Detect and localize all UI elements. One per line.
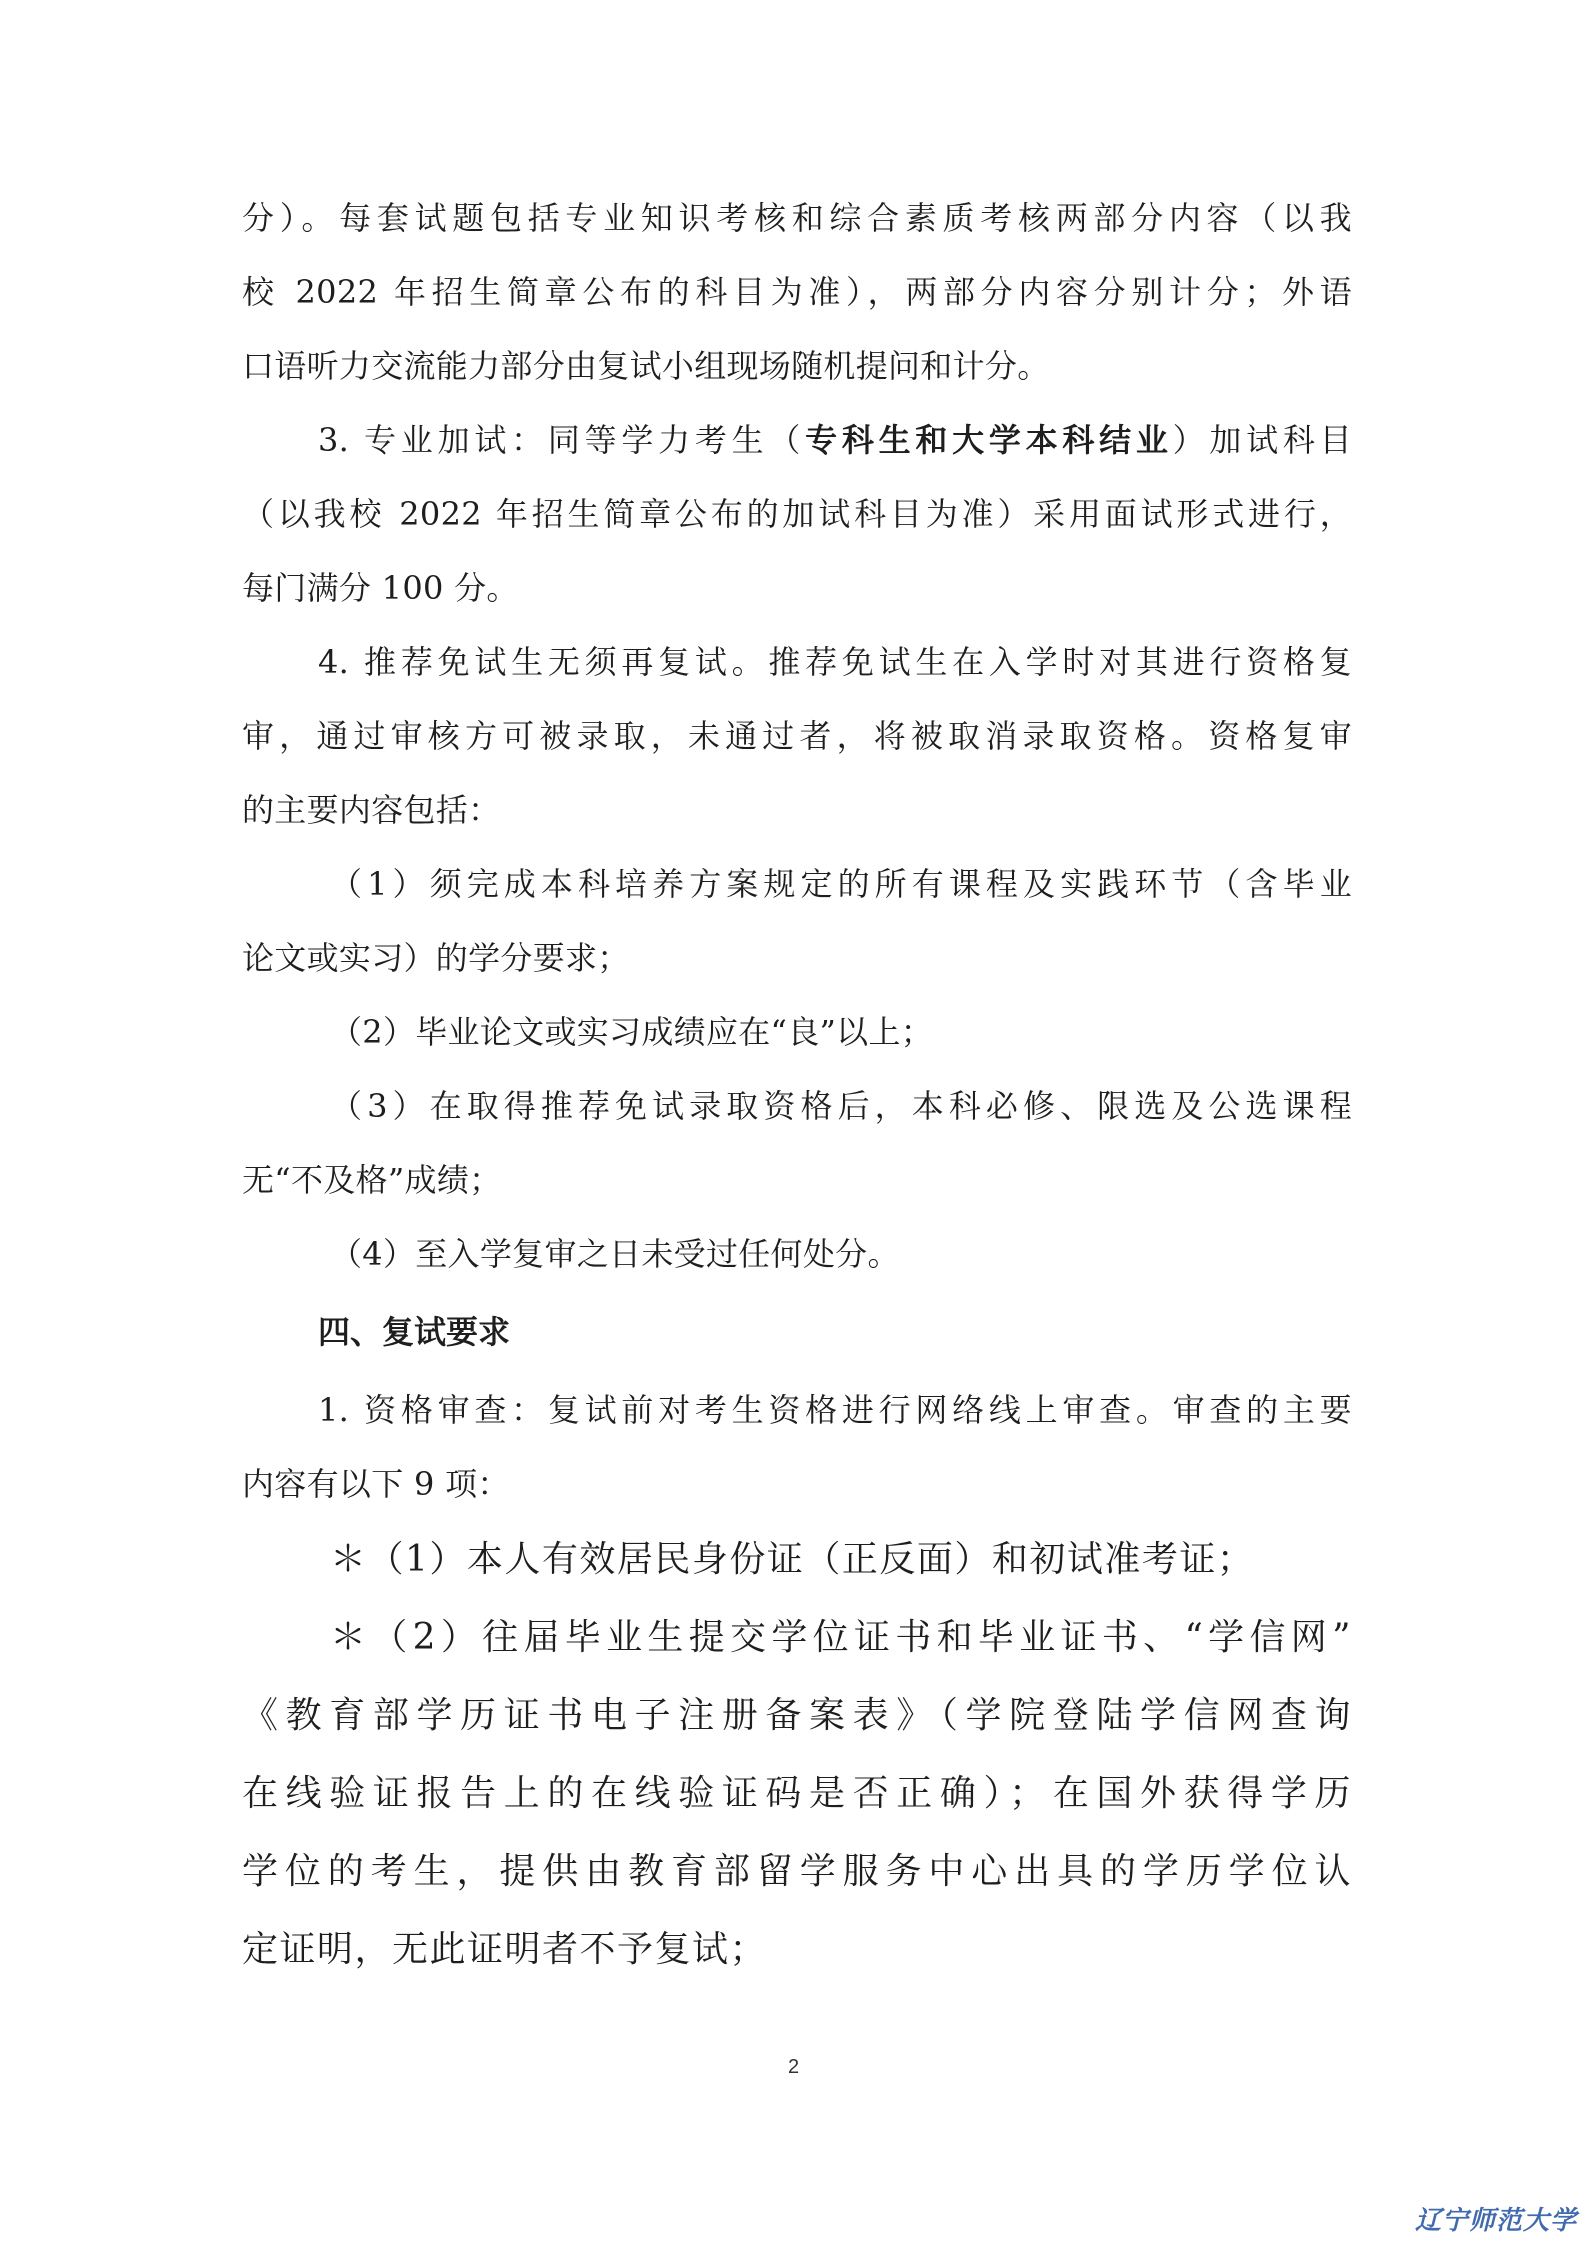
paragraph-line: 内容有以下 9 项： [242,1465,510,1503]
paragraph-line: 1. 资格审查：复试前对考生资格进行网络线上审查。审查的主要 [318,1391,1352,1429]
university-watermark: 辽宁师范大学 [1414,2206,1577,2236]
line-text: ）加试科目 [1172,421,1352,459]
list-item-line: （4）至入学复审之日未受过任何处分。 [330,1235,900,1273]
paragraph-line [318,420,1352,460]
list-item-line: ＊（2）往届毕业生提交学位证书和毕业证书、“学信网” [330,1617,1352,1658]
page-number: 2 [787,2056,800,2078]
paragraph-line: 每门满分 100 分。 [242,569,519,607]
list-item-line: ＊（1）本人有效居民身份证（正反面）和初试准考证； [330,1539,1255,1580]
paragraph-line: 口语听力交流能力部分由复试小组现场随机提问和计分。 [242,347,1050,385]
list-item-line: 学位的考生，提供由教育部留学服务中心出具的学历学位认 [242,1851,1352,1892]
paragraph-line: 校 2022 年招生简章公布的科目为准），两部分内容分别计分；外语 [242,273,1352,311]
line-text: 3. 专业加试：同等学力考生（ [318,421,806,459]
list-item-line: （2）毕业论文或实习成绩应在“良”以上； [330,1013,934,1051]
list-item-line: 在线验证报告上的在线验证码是否正确）；在国外获得学历 [242,1773,1352,1814]
paragraph-line: 分）。每套试题包括专业知识考核和综合素质考核两部分内容（以我 [242,199,1352,237]
list-item-line: （1）须完成本科培养方案规定的所有课程及实践环节（含毕业 [330,865,1352,903]
list-item-line: 《教育部学历证书电子注册备案表》（学院登陆学信网查询 [242,1695,1352,1736]
paragraph-line: 4. 推荐免试生无须再复试。推荐免试生在入学时对其进行资格复 [318,643,1352,681]
list-item-line: 定证明，无此证明者不予复试； [242,1929,768,1970]
emphasis-text: 专科生和大学本科结业 [805,421,1173,459]
paragraph-line: 的主要内容包括： [242,791,501,829]
list-item-line: （3）在取得推荐免试录取资格后，本科必修、限选及公选课程 [330,1087,1352,1125]
paragraph-line: （以我校 2022 年招生简章公布的加试科目为准）采用面试形式进行， [242,495,1352,533]
section-heading: 四、复试要求 [318,1313,511,1351]
list-item-line: 无“不及格”成绩； [242,1161,502,1199]
list-item-line: 论文或实习）的学分要求； [242,939,630,977]
paragraph-line: 审，通过审核方可被录取，未通过者，将被取消录取资格。资格复审 [242,717,1352,755]
